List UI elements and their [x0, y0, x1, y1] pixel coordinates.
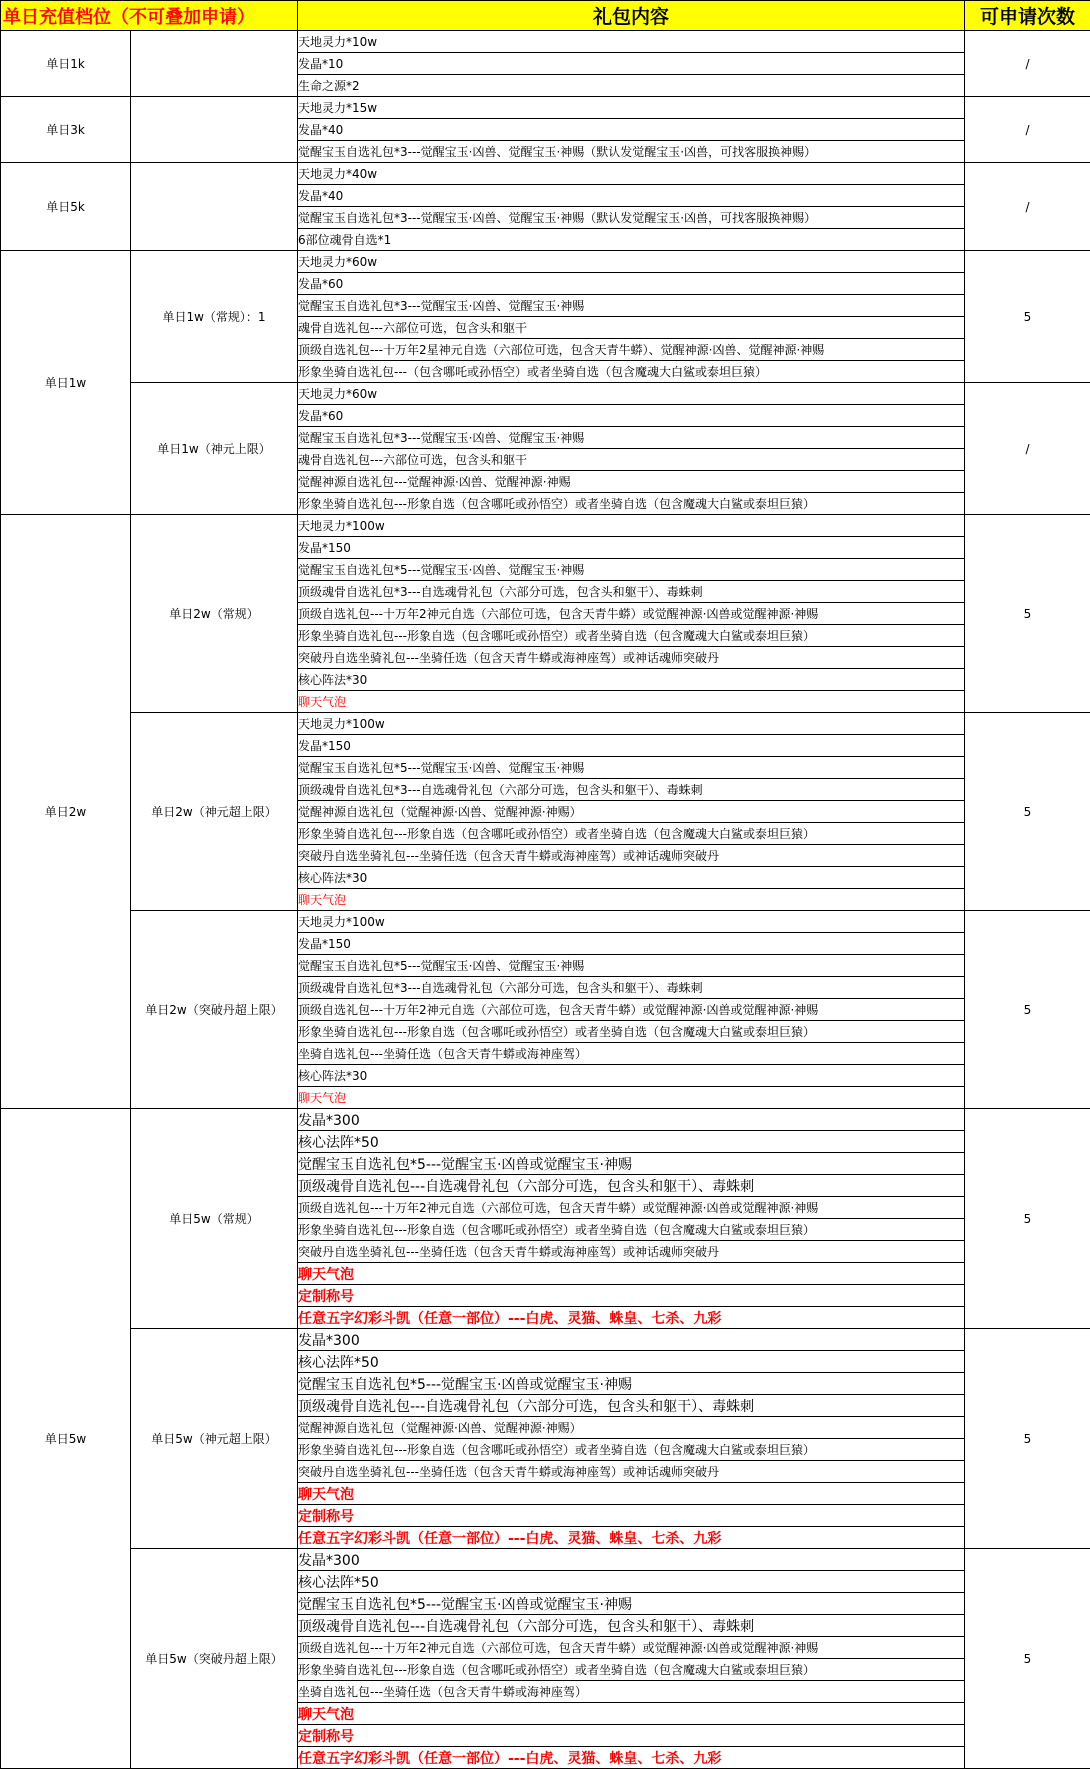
package-item: 形象坐骑自选礼包---形象自选（包含哪吒或孙悟空）或者坐骑自选（包含魔魂大白鲨或泰坦巨猿）: [298, 823, 965, 845]
tier-label: 单日1w: [1, 251, 131, 515]
tier-label: 单日3k: [1, 97, 131, 163]
package-item: 觉醒神源自选礼包（觉醒神源·凶兽、觉醒神源·神赐）: [298, 801, 965, 823]
package-item: 顶级自选礼包---十万年2星神元自选（六部位可选，包含天青牛蟒）、觉醒神源·凶兽、觉醒神源·神赐: [298, 339, 965, 361]
package-item: 发晶*300: [298, 1329, 965, 1351]
request-count: 5: [965, 713, 1090, 911]
sub-tier-label: 单日5w（神元超上限）: [131, 1329, 298, 1549]
package-item: 发晶*150: [298, 735, 965, 757]
table-row: [1, 515, 1090, 537]
table-row: [1, 713, 1090, 735]
package-item: 任意五字幻彩斗凯（任意一部位）---白虎、灵猫、蛛皇、七杀、九彩: [298, 1527, 965, 1549]
table-row: [1, 1329, 1090, 1351]
request-count: 5: [965, 1329, 1090, 1549]
table-row: [1, 251, 1090, 273]
package-item: 生命之源*2: [298, 75, 965, 97]
package-item: 坐骑自选礼包---坐骑任选（包含天青牛蟒或海神座驾）: [298, 1681, 965, 1703]
package-item: 核心阵法*30: [298, 1065, 965, 1087]
package-item: 聊天气泡: [298, 1483, 965, 1505]
request-count: 5: [965, 1549, 1090, 1769]
package-item: 发晶*150: [298, 933, 965, 955]
package-item: 觉醒宝玉自选礼包*5---觉醒宝玉·凶兽、觉醒宝玉·神赐: [298, 559, 965, 581]
table-row: [1, 1109, 1090, 1131]
package-item: 突破丹自选坐骑礼包---坐骑任选（包含天青牛蟒或海神座驾）或神话魂师突破丹: [298, 1241, 965, 1263]
package-item: 天地灵力*60w: [298, 383, 965, 405]
package-item: 定制称号: [298, 1725, 965, 1747]
package-item: 魂骨自选礼包---六部位可选，包含头和躯干: [298, 317, 965, 339]
package-item: 天地灵力*15w: [298, 97, 965, 119]
package-item: 发晶*150: [298, 537, 965, 559]
request-count: /: [965, 31, 1090, 97]
sub-tier-label: 单日2w（神元超上限）: [131, 713, 298, 911]
package-item: 形象坐骑自选礼包---形象自选（包含哪吒或孙悟空）或者坐骑自选（包含魔魂大白鲨或泰坦巨猿）: [298, 1439, 965, 1461]
package-item: 天地灵力*100w: [298, 713, 965, 735]
package-item: 定制称号: [298, 1285, 965, 1307]
sub-tier-label: [131, 31, 298, 97]
tier-label: 单日5w: [1, 1109, 131, 1769]
package-item: 突破丹自选坐骑礼包---坐骑任选（包含天青牛蟒或海神座驾）或神话魂师突破丹: [298, 845, 965, 867]
package-item: 形象坐骑自选礼包---（包含哪吒或孙悟空）或者坐骑自选（包含魔魂大白鲨或泰坦巨猿）: [298, 361, 965, 383]
tier-label: 单日2w: [1, 515, 131, 1109]
package-item: 核心法阵*50: [298, 1571, 965, 1593]
sub-tier-label: 单日5w（突破丹超上限）: [131, 1549, 298, 1769]
table-row: [1, 1549, 1090, 1571]
package-item: 觉醒宝玉自选礼包*3---觉醒宝玉·凶兽、觉醒宝玉·神赐: [298, 427, 965, 449]
package-item: 顶级魂骨自选礼包---自选魂骨礼包（六部分可选，包含头和躯干）、毒蛛刺: [298, 1395, 965, 1417]
table-row: [1, 911, 1090, 933]
package-item: 顶级魂骨自选礼包---自选魂骨礼包（六部分可选，包含头和躯干）、毒蛛刺: [298, 1615, 965, 1637]
package-item: 聊天气泡: [298, 691, 965, 713]
package-item: 顶级魂骨自选礼包*3---自选魂骨礼包（六部分可选，包含头和躯干）、毒蛛刺: [298, 581, 965, 603]
package-item: 突破丹自选坐骑礼包---坐骑任选（包含天青牛蟒或海神座驾）或神话魂师突破丹: [298, 647, 965, 669]
header-count-column: 可申请次数: [965, 1, 1090, 31]
sub-tier-label: 单日1w（神元上限）: [131, 383, 298, 515]
package-item: 觉醒宝玉自选礼包*3---觉醒宝玉·凶兽、觉醒宝玉·神赐（默认发觉醒宝玉·凶兽，可找客服换神赐）: [298, 141, 965, 163]
package-item: 聊天气泡: [298, 1703, 965, 1725]
package-item: 任意五字幻彩斗凯（任意一部位）---白虎、灵猫、蛛皇、七杀、九彩: [298, 1307, 965, 1329]
package-item: 形象坐骑自选礼包---形象自选（包含哪吒或孙悟空）或者坐骑自选（包含魔魂大白鲨或泰坦巨猿）: [298, 1659, 965, 1681]
package-item: 觉醒神源自选礼包（觉醒神源·凶兽、觉醒神源·神赐）: [298, 1417, 965, 1439]
package-item: 发晶*10: [298, 53, 965, 75]
package-item: 顶级自选礼包---十万年2神元自选（六部位可选，包含天青牛蟒）或觉醒神源·凶兽或觉醒神源·神赐: [298, 603, 965, 625]
package-item: 顶级自选礼包---十万年2神元自选（六部位可选，包含天青牛蟒）或觉醒神源·凶兽或觉醒神源·神赐: [298, 1197, 965, 1219]
sub-tier-label: [131, 97, 298, 163]
tier-label: 单日1k: [1, 31, 131, 97]
package-item: 发晶*300: [298, 1109, 965, 1131]
package-item: 觉醒宝玉自选礼包*3---觉醒宝玉·凶兽、觉醒宝玉·神赐（默认发觉醒宝玉·凶兽，可找客服换神赐）: [298, 207, 965, 229]
package-item: 发晶*60: [298, 273, 965, 295]
package-item: 天地灵力*100w: [298, 911, 965, 933]
package-item: 坐骑自选礼包---坐骑任选（包含天青牛蟒或海神座驾）: [298, 1043, 965, 1065]
sub-tier-label: 单日2w（突破丹超上限）: [131, 911, 298, 1109]
package-item: 觉醒宝玉自选礼包*3---觉醒宝玉·凶兽、觉醒宝玉·神赐: [298, 295, 965, 317]
package-item: 天地灵力*10w: [298, 31, 965, 53]
package-item: 突破丹自选坐骑礼包---坐骑任选（包含天青牛蟒或海神座驾）或神话魂师突破丹: [298, 1461, 965, 1483]
package-item: 形象坐骑自选礼包---形象自选（包含哪吒或孙悟空）或者坐骑自选（包含魔魂大白鲨或泰坦巨猿）: [298, 1021, 965, 1043]
request-count: /: [965, 383, 1090, 515]
header-content-column: 礼包内容: [298, 1, 965, 31]
request-count: 5: [965, 911, 1090, 1109]
header-tier-column: 单日充值档位（不可叠加申请）: [1, 1, 298, 31]
package-item: 天地灵力*60w: [298, 251, 965, 273]
package-item: 核心阵法*30: [298, 669, 965, 691]
package-item: 发晶*40: [298, 185, 965, 207]
package-item: 形象坐骑自选礼包---形象自选（包含哪吒或孙悟空）或者坐骑自选（包含魔魂大白鲨或泰坦巨猿）: [298, 493, 965, 515]
table-row: [1, 383, 1090, 405]
request-count: 5: [965, 515, 1090, 713]
package-item: 核心法阵*50: [298, 1351, 965, 1373]
package-item: 觉醒宝玉自选礼包*5---觉醒宝玉·凶兽或觉醒宝玉·神赐: [298, 1153, 965, 1175]
tier-label: 单日5k: [1, 163, 131, 251]
sub-tier-label: 单日1w（常规）：1: [131, 251, 298, 383]
request-count: /: [965, 163, 1090, 251]
package-item: 发晶*40: [298, 119, 965, 141]
package-item: 觉醒宝玉自选礼包*5---觉醒宝玉·凶兽或觉醒宝玉·神赐: [298, 1593, 965, 1615]
package-item: 觉醒宝玉自选礼包*5---觉醒宝玉·凶兽、觉醒宝玉·神赐: [298, 757, 965, 779]
table-row: [1, 31, 1090, 53]
package-item: 发晶*300: [298, 1549, 965, 1571]
package-item: 魂骨自选礼包---六部位可选，包含头和躯干: [298, 449, 965, 471]
package-item: 聊天气泡: [298, 1087, 965, 1109]
header-row: [1, 1, 1090, 31]
request-count: /: [965, 97, 1090, 163]
package-item: 觉醒神源自选礼包---觉醒神源·凶兽、觉醒神源·神赐: [298, 471, 965, 493]
package-item: 聊天气泡: [298, 889, 965, 911]
package-item: 顶级魂骨自选礼包*3---自选魂骨礼包（六部分可选，包含头和躯干）、毒蛛刺: [298, 977, 965, 999]
package-item: 天地灵力*40w: [298, 163, 965, 185]
request-count: 5: [965, 251, 1090, 383]
package-item: 觉醒宝玉自选礼包*5---觉醒宝玉·凶兽或觉醒宝玉·神赐: [298, 1373, 965, 1395]
sub-tier-label: 单日2w（常规）: [131, 515, 298, 713]
package-item: 顶级自选礼包---十万年2神元自选（六部位可选，包含天青牛蟒）或觉醒神源·凶兽或觉醒神源·神赐: [298, 1637, 965, 1659]
package-item: 顶级自选礼包---十万年2神元自选（六部位可选，包含天青牛蟒）或觉醒神源·凶兽或觉醒神源·神赐: [298, 999, 965, 1021]
package-item: 6部位魂骨自选*1: [298, 229, 965, 251]
package-item: 形象坐骑自选礼包---形象自选（包含哪吒或孙悟空）或者坐骑自选（包含魔魂大白鲨或泰坦巨猿）: [298, 1219, 965, 1241]
package-item: 聊天气泡: [298, 1263, 965, 1285]
package-item: 定制称号: [298, 1505, 965, 1527]
package-item: 核心法阵*50: [298, 1131, 965, 1153]
package-item: 发晶*60: [298, 405, 965, 427]
table-body: [1, 1, 1090, 1769]
package-item: 顶级魂骨自选礼包---自选魂骨礼包（六部分可选，包含头和躯干）、毒蛛刺: [298, 1175, 965, 1197]
sub-tier-label: 单日5w（常规）: [131, 1109, 298, 1329]
package-item: 天地灵力*100w: [298, 515, 965, 537]
table-row: [1, 163, 1090, 185]
package-item: 形象坐骑自选礼包---形象自选（包含哪吒或孙悟空）或者坐骑自选（包含魔魂大白鲨或泰坦巨猿）: [298, 625, 965, 647]
request-count: 5: [965, 1109, 1090, 1329]
sub-tier-label: [131, 163, 298, 251]
package-item: 觉醒宝玉自选礼包*5---觉醒宝玉·凶兽、觉醒宝玉·神赐: [298, 955, 965, 977]
package-item: 核心阵法*30: [298, 867, 965, 889]
package-item: 任意五字幻彩斗凯（任意一部位）---白虎、灵猫、蛛皇、七杀、九彩: [298, 1747, 965, 1769]
table-row: [1, 97, 1090, 119]
package-item: 顶级魂骨自选礼包*3---自选魂骨礼包（六部分可选，包含头和躯干）、毒蛛刺: [298, 779, 965, 801]
